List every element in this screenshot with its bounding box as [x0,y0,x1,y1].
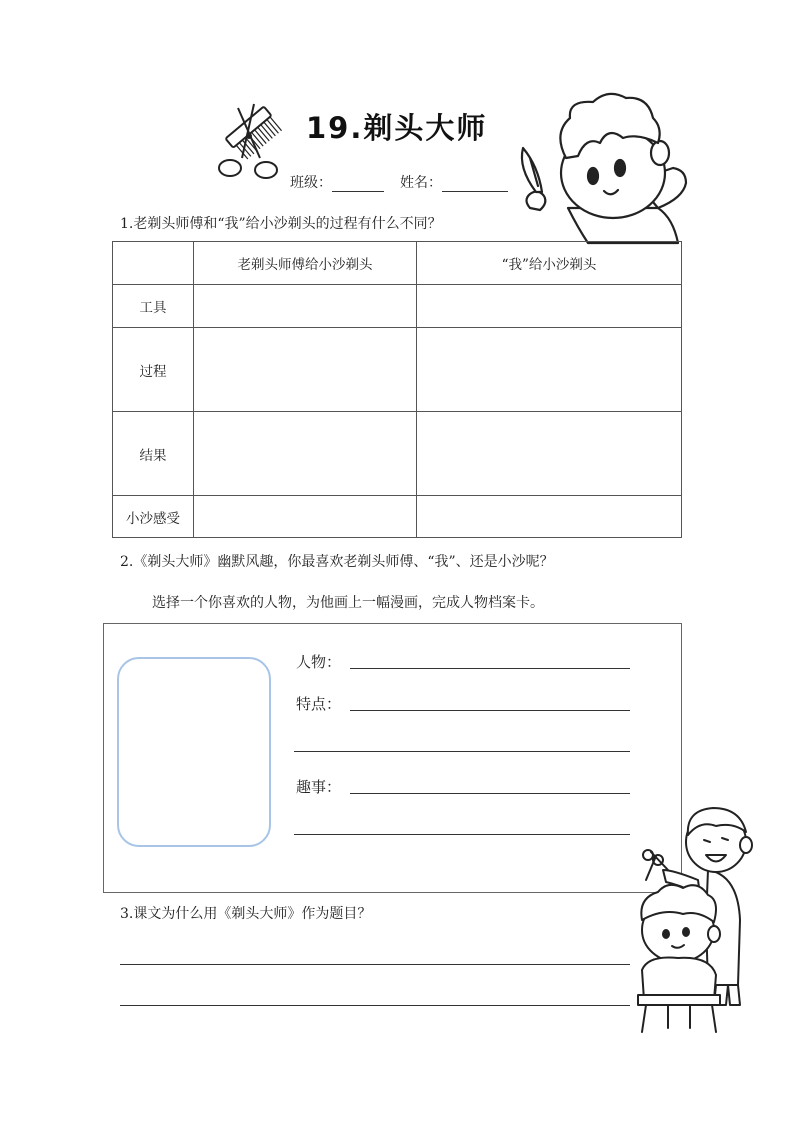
drawing-frame[interactable] [117,657,271,847]
answer-cell[interactable] [417,496,682,538]
answer-cell[interactable] [417,285,682,328]
fun-label: 趣事： [296,778,342,796]
barber-scene-illustration [628,800,763,1035]
boy-with-clippers-illustration [508,88,688,243]
class-blank[interactable] [332,191,384,192]
answer-cell[interactable] [194,285,417,328]
trait-answer-line[interactable] [350,710,630,711]
table-row [113,328,682,412]
row-label-process: 过程 [113,328,194,412]
person-label: 人物： [296,653,342,671]
row-label-tools: 工具 [113,285,194,328]
scissors-comb-icon [208,100,298,185]
question-3: 3.课文为什么用《剃头大师》作为题目？ [120,906,372,922]
question-1: 1.老剃头师傅和“我”给小沙剃头的过程有什么不同？ [120,216,442,232]
name-blank[interactable] [442,191,508,192]
fun-answer-line[interactable] [350,793,630,794]
fun-answer-line-2[interactable] [294,834,630,835]
question-2: 2.《剃头大师》幽默风趣，你最喜欢老剃头师傅、“我”、还是小沙呢？ [120,554,554,570]
trait-answer-line-2[interactable] [294,751,630,752]
answer-cell[interactable] [417,328,682,412]
table-row [113,285,682,328]
table-header-row [113,242,682,285]
class-label: 班级： [290,175,332,191]
table-row [113,412,682,496]
answer-cell[interactable] [417,412,682,496]
table-corner-cell [113,242,194,285]
question-2-instruction: 选择一个你喜欢的人物，为他画上一幅漫画，完成人物档案卡。 [152,595,544,611]
answer-cell[interactable] [194,412,417,496]
row-label-result: 结果 [113,412,194,496]
answer-cell[interactable] [194,328,417,412]
answer-cell[interactable] [194,496,417,538]
answer-line-2[interactable] [120,1005,630,1006]
person-answer-line[interactable] [350,668,630,669]
row-label-feeling: 小沙感受 [113,496,194,538]
class-field [290,172,384,192]
page-title: 19.剃头大师 [306,111,488,145]
col-header-me: “我”给小沙剃头 [417,242,682,285]
table-row [113,496,682,538]
col-header-old-barber: 老剃头师傅给小沙剃头 [194,242,417,285]
answer-line-1[interactable] [120,964,630,965]
trait-label: 特点： [296,695,342,713]
name-label: 姓名： [400,175,442,191]
name-field [400,172,508,192]
comparison-table [112,241,682,538]
